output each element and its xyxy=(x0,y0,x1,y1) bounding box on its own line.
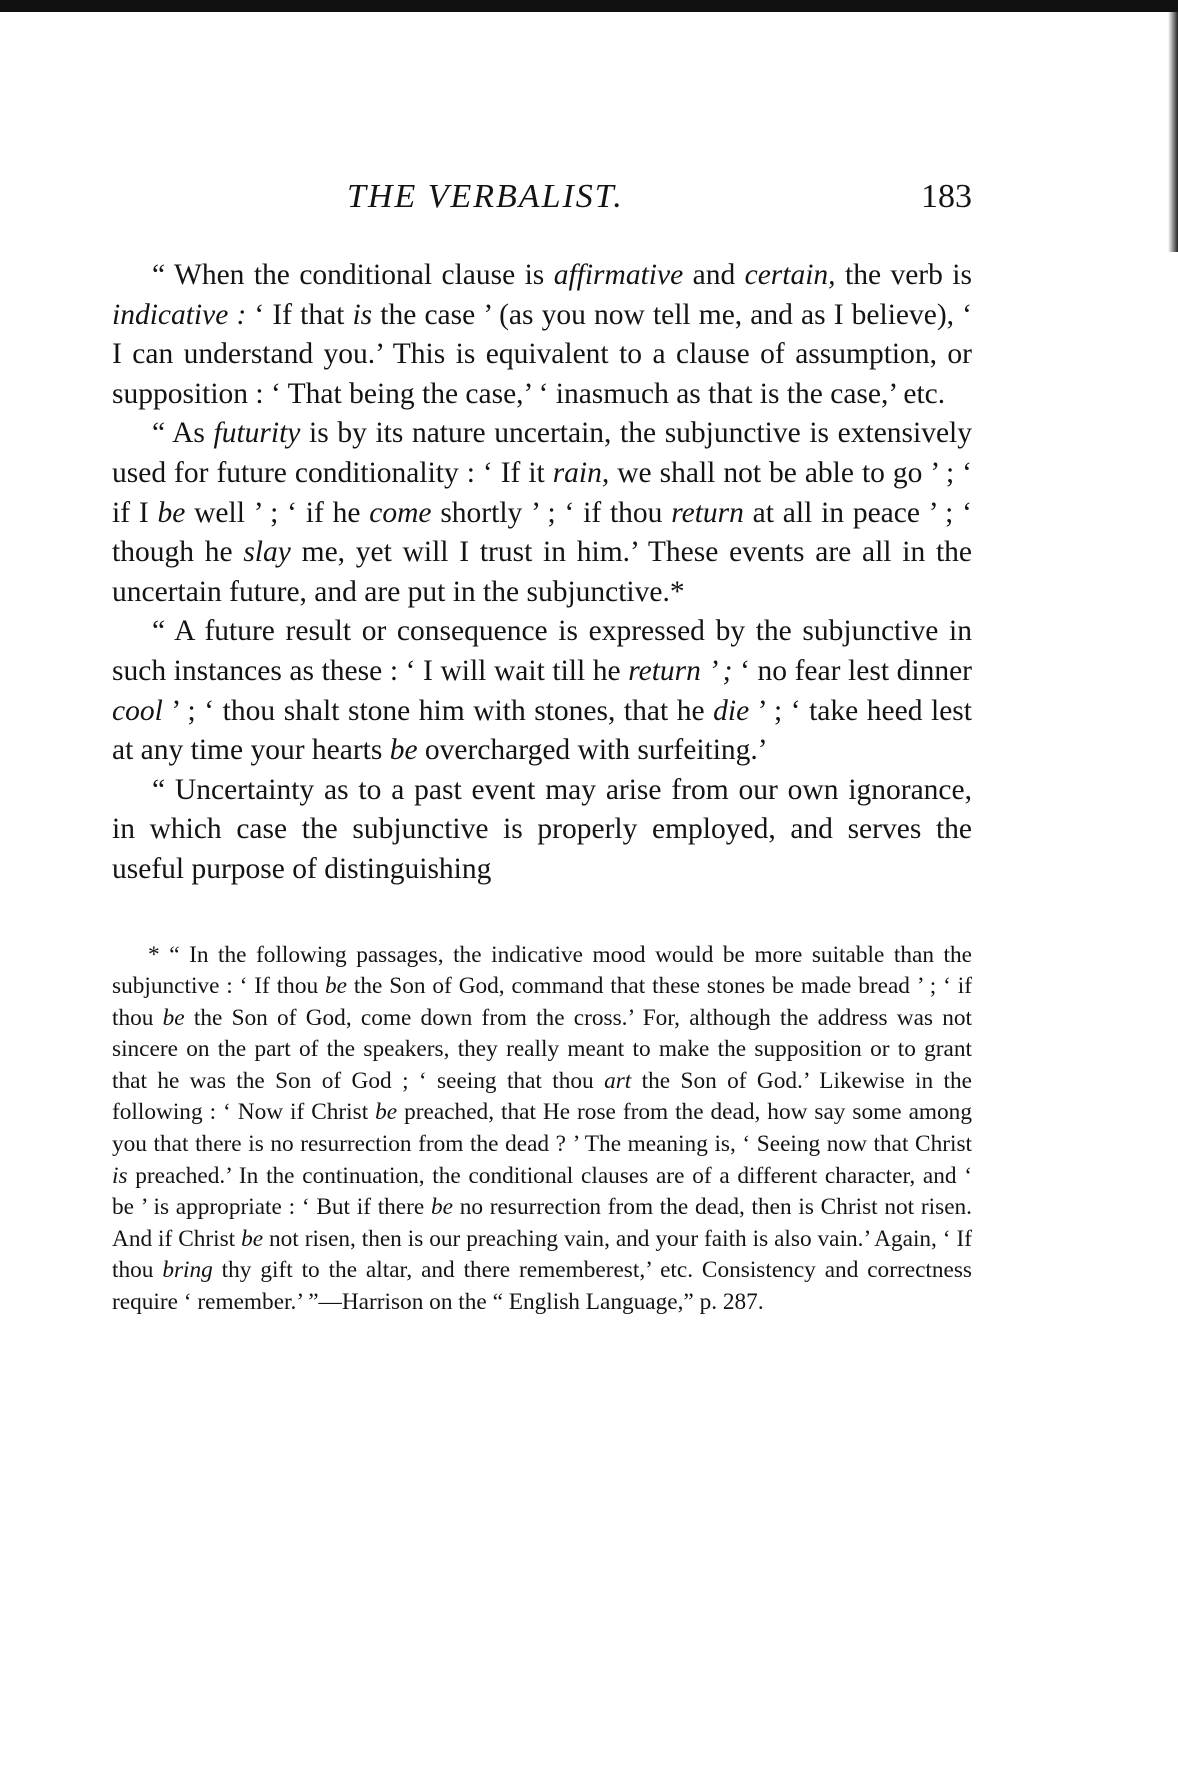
text-run: ’ ; ‘ take heed lest at any time your hearts xyxy=(112,694,972,767)
text-run: the Son of God, come down from the cross.’ For, although the address was not sincere on the part of the speakers, they really meant to make the supposition or to grant that he was the Son of God ; ‘ seeing that thou xyxy=(112,1004,972,1094)
running-head xyxy=(112,178,972,226)
text-run: is by its nature uncertain, the subjunctive is extensively used for future conditionality : ‘ If it xyxy=(112,417,972,489)
text-run: * “ In the following passages, the indicative mood would be more suitable than the subjunctive : ‘ If thou xyxy=(112,941,972,1000)
text-run: “ As xyxy=(152,417,214,450)
footnote xyxy=(112,940,972,1319)
text-run: overcharged with surfeiting.’ xyxy=(417,734,768,767)
italic-text: be xyxy=(325,973,348,1000)
text-run: preached.’ In the continuation, the conditional clauses are of a different character, and ‘ be ’ is appropriate : ‘ But if there xyxy=(112,1162,972,1221)
italic-text: be xyxy=(162,1004,185,1031)
text-run: me, yet will I trust in him.’ These events are all in the uncertain future, and are put in the subjunctive.* xyxy=(112,536,972,608)
italic-text: art xyxy=(604,1067,632,1094)
text-run: “ When the conditional clause is xyxy=(152,259,554,291)
italic-text: indicative : xyxy=(112,298,247,331)
text-run: not risen, then is our preaching vain, and your faith is also vain.’ Again, ‘ If thou xyxy=(112,1225,973,1284)
scan-top-edge xyxy=(0,0,1178,12)
italic-text: come xyxy=(369,496,432,529)
text-run: at all in peace ’ ; ‘ though he xyxy=(112,496,973,569)
text-run: the Son of God, command that these stones be made bread ’ ; ‘ if thou xyxy=(112,973,972,1031)
italic-text: cool xyxy=(112,694,163,727)
text-run: and xyxy=(683,259,745,291)
text-run: preached, that He rose from the dead, how say some among you that there is no resurrection from the dead ? ’ The meaning is, ‘ Seeing now that Christ xyxy=(112,1099,972,1158)
italic-text: be xyxy=(375,1099,398,1126)
text-run: the Son of God.’ Likewise in the following : ‘ Now if Christ xyxy=(112,1067,973,1126)
italic-text: is xyxy=(112,1162,128,1189)
running-title: THE VERBALIST. xyxy=(347,178,624,215)
text-run: ‘ If that xyxy=(246,298,353,331)
text-run: well ’ ; ‘ if he xyxy=(185,496,370,529)
italic-text: be xyxy=(241,1225,264,1252)
book-page xyxy=(112,178,972,1319)
italic-text: return xyxy=(671,496,744,529)
italic-text: is xyxy=(352,298,373,331)
paragraph xyxy=(112,612,972,770)
text-run: ’ ; ‘ thou shalt stone him with stones, that he xyxy=(162,694,714,727)
italic-text: die xyxy=(713,694,750,727)
text-run: shortly ’ ; ‘ if thou xyxy=(431,496,672,529)
text-run: ‘ no fear lest dinner xyxy=(732,654,972,687)
body-text xyxy=(112,256,972,890)
text-run: the case ’ (as you now tell me, and as I believe), ‘ I can understand you.’ This is equivalent to a clause of assumption, or supposition : ‘ That being the case,’ ‘ inasmuch as that is the case,’ etc. xyxy=(112,298,972,410)
text-run: the verb is xyxy=(835,259,972,291)
paragraph xyxy=(112,771,972,890)
text-run: no resurrection from the dead, then is Christ not risen. And if Christ xyxy=(112,1194,973,1252)
text-run: “ A future result or consequence is expressed by the subjunctive in such instances as these : ‘ I will wait till he xyxy=(112,615,972,687)
italic-text: be xyxy=(157,496,186,529)
italic-text: futurity xyxy=(213,417,301,450)
paragraph xyxy=(112,256,972,414)
italic-text: bring xyxy=(162,1257,213,1284)
italic-text: slay xyxy=(243,536,291,569)
page-number: 183 xyxy=(921,178,972,215)
italic-text: return ’ ; xyxy=(628,654,733,687)
italic-text: rain, xyxy=(552,456,610,489)
italic-text: affirmative xyxy=(553,259,684,291)
italic-text: certain, xyxy=(744,259,836,291)
text-run: thy gift to the altar, and there rememberest,’ etc. Consistency and correctness require ‘ remember.’ ”—Harrison on the “ English Language,” p. 287. xyxy=(112,1257,972,1316)
italic-text: be xyxy=(389,734,418,767)
scan-right-edge xyxy=(1168,12,1178,252)
text-run: we shall not be able to go ’ ; ‘ if I xyxy=(112,456,972,529)
text-run: “ Uncertainty as to a past event may arise from our own ignorance, in which case the subjunctive is properly employed, and serves the useful purpose of distinguishing xyxy=(112,773,972,885)
italic-text: be xyxy=(431,1194,453,1221)
paragraph xyxy=(112,414,972,612)
